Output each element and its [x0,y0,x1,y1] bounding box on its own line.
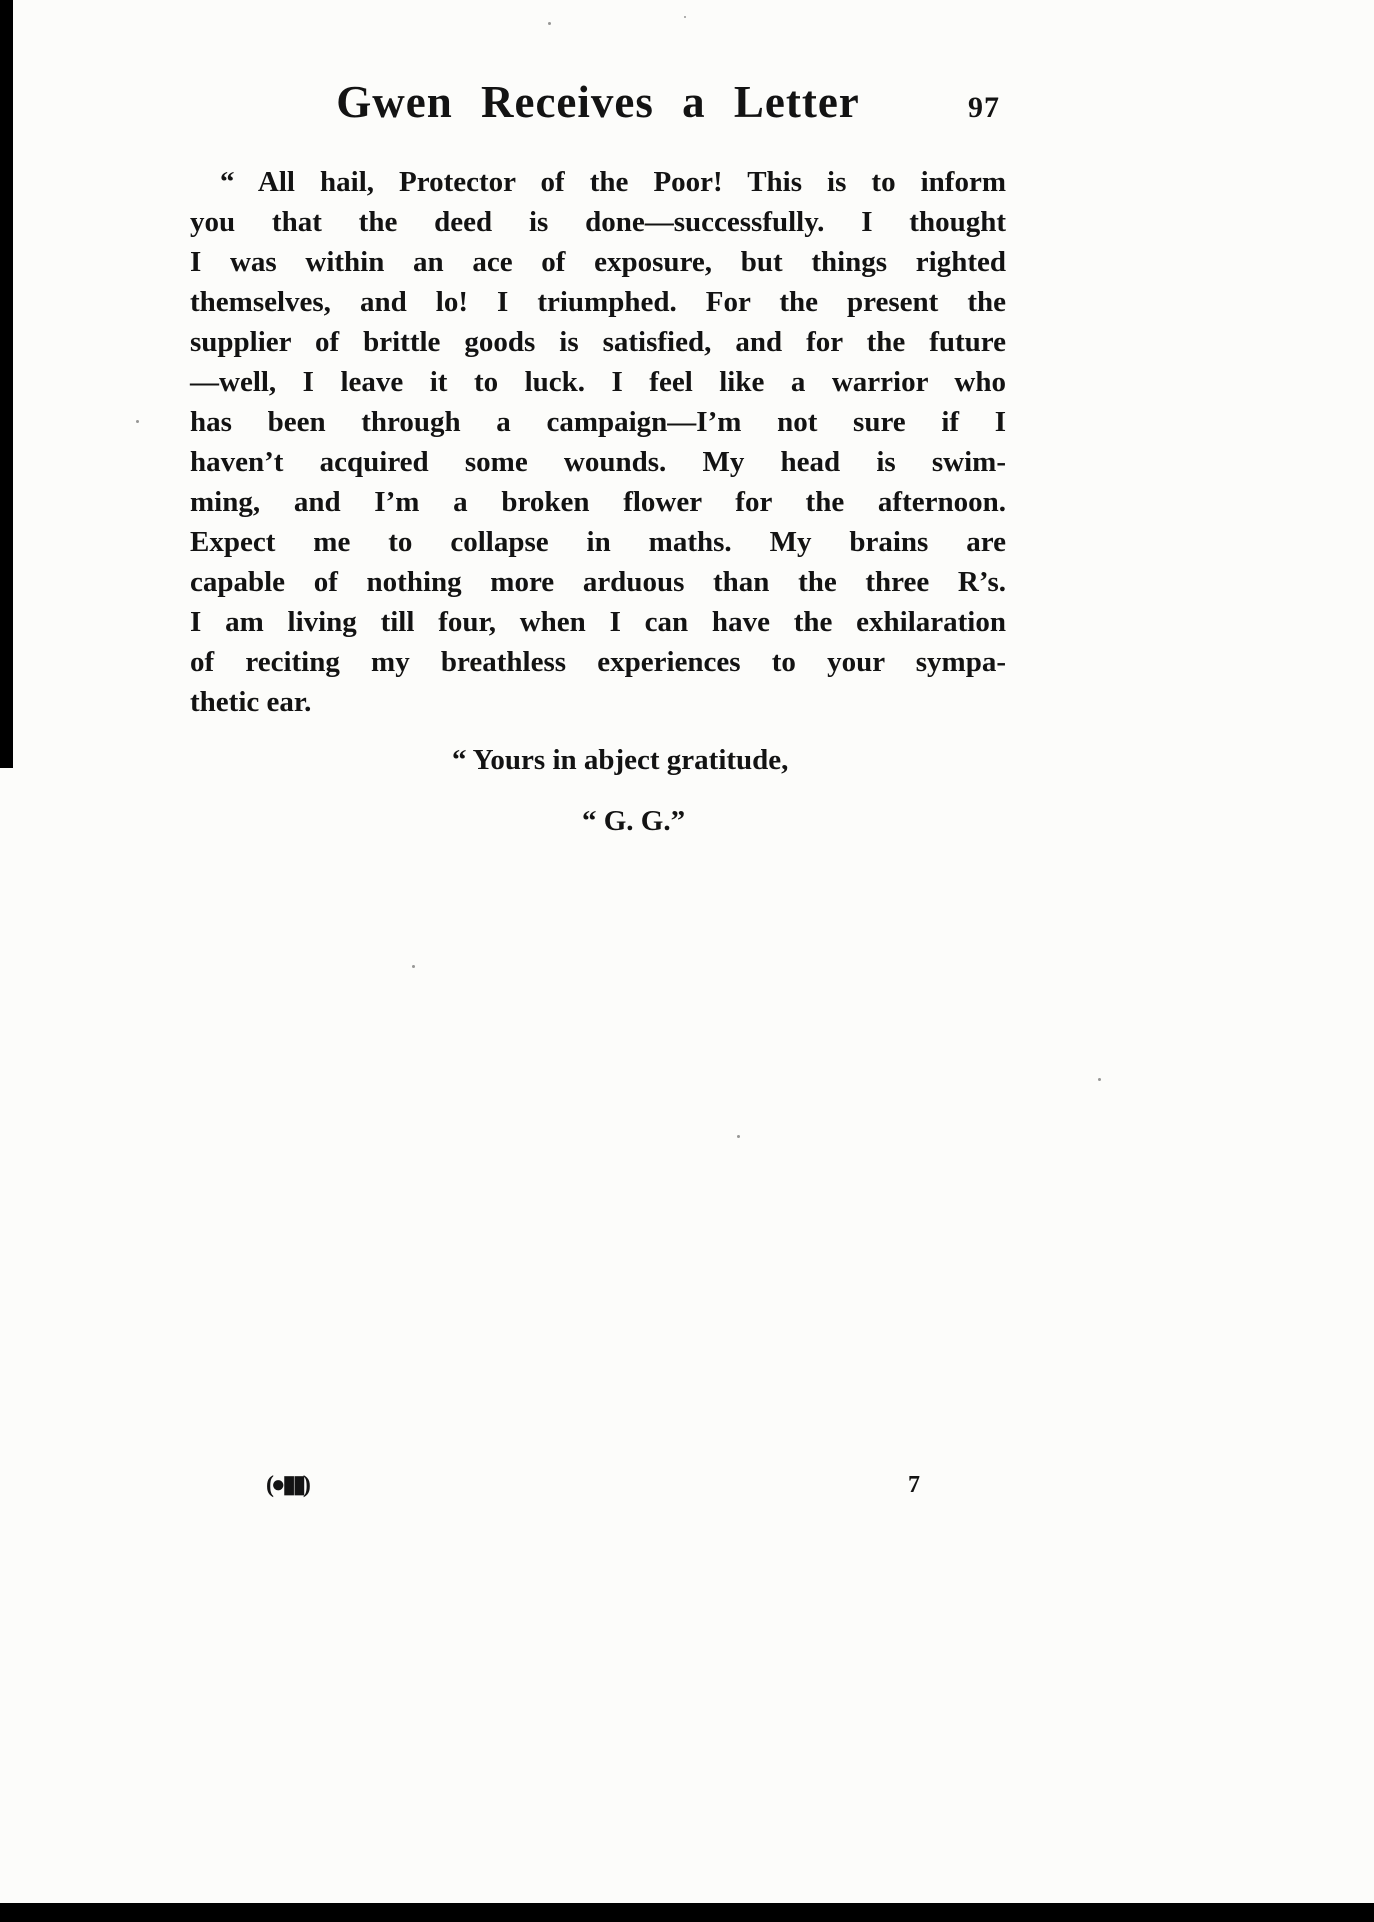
letter-line: themselves, and lo! I triumphed. For the present the [190,286,1006,318]
page-number: 97 [968,91,1000,124]
letter-signature: “ Yours in abject gratitude, [452,744,789,776]
letter-line: ming, and I’m a broken flower for the afternoon. [190,486,1006,518]
letter-line: capable of nothing more arduous than the three R’s. [190,566,1006,598]
chapter-title: Gwen Receives a Letter [336,77,860,127]
letter-line: Expect me to collapse in maths. My brains are [190,526,1006,558]
scan-artifact-bottom-bar [0,1903,1374,1922]
letter-initials: “ G. G.” [582,805,686,837]
scan-speckle [737,1135,740,1138]
letter-body [190,162,1006,722]
footer-page-mark: 7 [908,1472,920,1498]
scan-speckle [548,22,551,25]
scan-speckle [412,965,415,968]
letter-line: I am living till four, when I can have the exhilaration [190,606,1006,638]
letter-line: you that the deed is done—successfully. I thought [190,206,1006,238]
letter-line: thetic ear. [190,686,312,718]
letter-line: “ All hail, Protector of the Poor! This is to inform [220,166,1006,198]
scan-speckle [136,420,139,423]
text-column [190,76,1006,838]
letter-line: haven’t acquired some wounds. My head is swim- [190,446,1006,478]
page-header [190,76,1006,128]
letter-line: of reciting my breathless experiences to your sympa- [190,646,1006,678]
letter-line: I was within an ace of exposure, but things righted [190,246,1006,278]
letter-line: has been through a campaign—I’m not sure if I [190,406,1006,438]
printer-mark: (●▮▮) [266,1472,308,1498]
letter-line: —well, I leave it to luck. I feel like a warrior who [190,366,1006,398]
scan-artifact-left-bar [0,0,13,768]
scan-speckle [1098,1078,1101,1081]
letter-line: supplier of brittle goods is satisfied, and for the future [190,326,1006,358]
scan-speckle [684,16,686,18]
